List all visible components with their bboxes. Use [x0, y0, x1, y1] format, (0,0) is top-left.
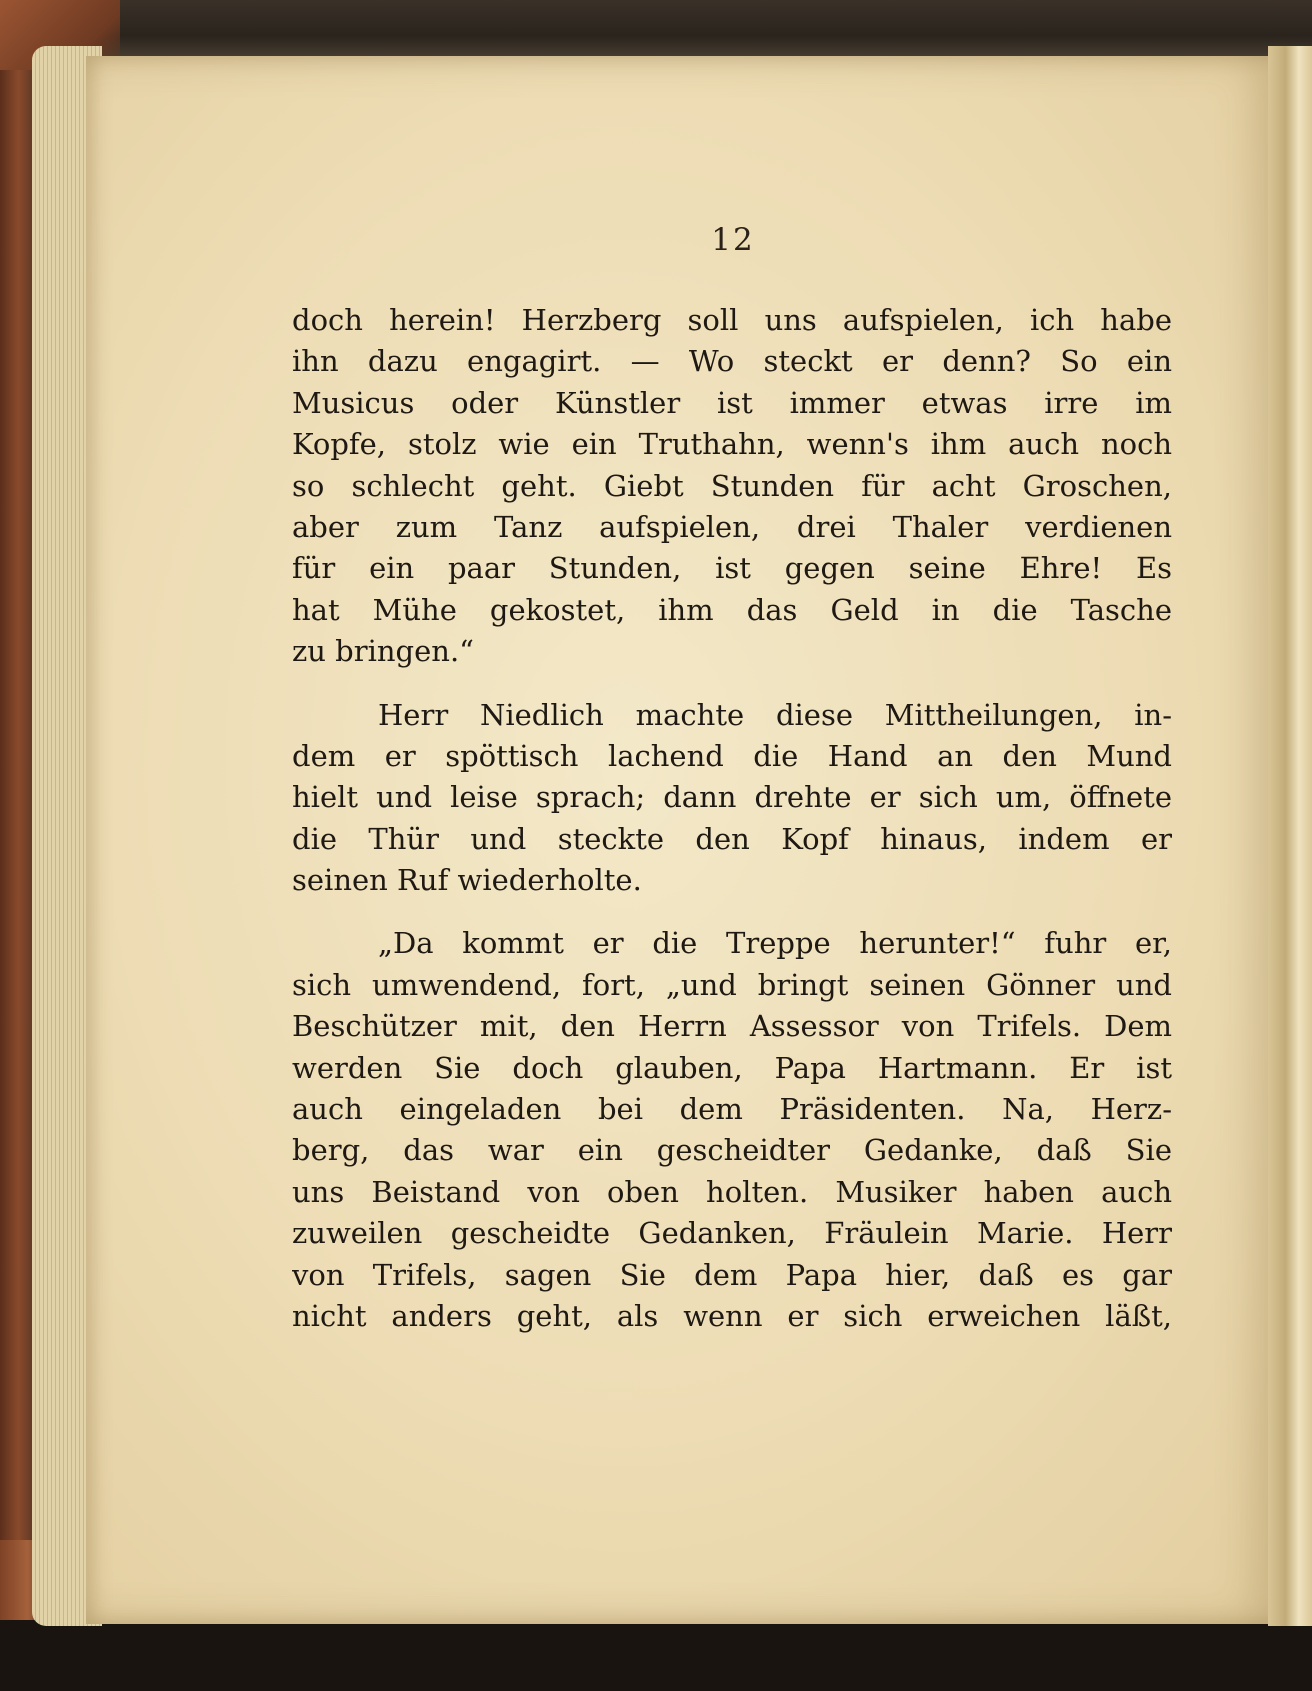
paragraph: [292, 695, 1172, 902]
text-line: seinen Ruf wiederholte.: [292, 863, 642, 898]
book-cover-bottom-edge: [0, 1620, 1312, 1691]
text-line: uns Beistand von oben holten. Musiker haben auch: [292, 1174, 1172, 1209]
book-cover-top-edge: [0, 0, 1312, 60]
page-number: 12: [711, 222, 755, 258]
text-line: Herr Niedlich machte diese Mittheilungen, in-: [378, 697, 1172, 732]
book-gutter: [1268, 46, 1312, 1626]
text-line: die Thür und steckte den Kopf hinaus, indem er: [292, 821, 1172, 856]
text-line: werden Sie doch glauben, Papa Hartmann. Er ist: [292, 1050, 1172, 1085]
text-line: hat Mühe gekostet, ihm das Geld in die Tasche: [292, 592, 1172, 627]
text-line: „Da kommt er die Treppe herunter!“ fuhr er,: [378, 926, 1172, 961]
text-line: sich umwendend, fort, „und bringt seinen Gönner und: [292, 967, 1172, 1002]
text-line: hielt und leise sprach; dann drehte er sich um, öffnete: [292, 780, 1172, 815]
body-text: [292, 300, 1172, 1337]
text-line: für ein paar Stunden, ist gegen seine Ehre! Es: [292, 551, 1172, 586]
text-line: so schlecht geht. Giebt Stunden für acht Groschen,: [292, 468, 1172, 503]
text-line: Beschützer mit, den Herrn Assessor von Trifels. Dem: [292, 1009, 1172, 1044]
text-line: zuweilen gescheidte Gedanken, Fräulein Marie. Herr: [292, 1216, 1172, 1251]
text-line: doch herein! Herzberg soll uns aufspielen, ich habe: [292, 303, 1172, 337]
text-line: nicht anders geht, als wenn er sich erweichen läßt,: [292, 1298, 1172, 1333]
text-line: aber zum Tanz aufspielen, drei Thaler verdienen: [292, 509, 1172, 544]
text-line: berg, das war ein gescheidter Gedanke, daß Sie: [292, 1133, 1172, 1168]
text-line: Kopfe, stolz wie ein Truthahn, wenn's ihm auch noch: [292, 427, 1172, 462]
text-line: von Trifels, sagen Sie dem Papa hier, daß es gar: [292, 1257, 1172, 1292]
paragraph: [292, 300, 1172, 673]
text-line: auch eingeladen bei dem Präsidenten. Na, Herz-: [292, 1092, 1172, 1127]
text-line: Musicus oder Künstler ist immer etwas irre im: [292, 385, 1172, 420]
text-line: dem er spöttisch lachend die Hand an den Mund: [292, 738, 1172, 773]
text-line: ihn dazu engagirt. — Wo steckt er denn? So ein: [292, 344, 1172, 379]
paragraph: [292, 923, 1172, 1337]
text-line: zu bringen.“: [292, 634, 475, 669]
